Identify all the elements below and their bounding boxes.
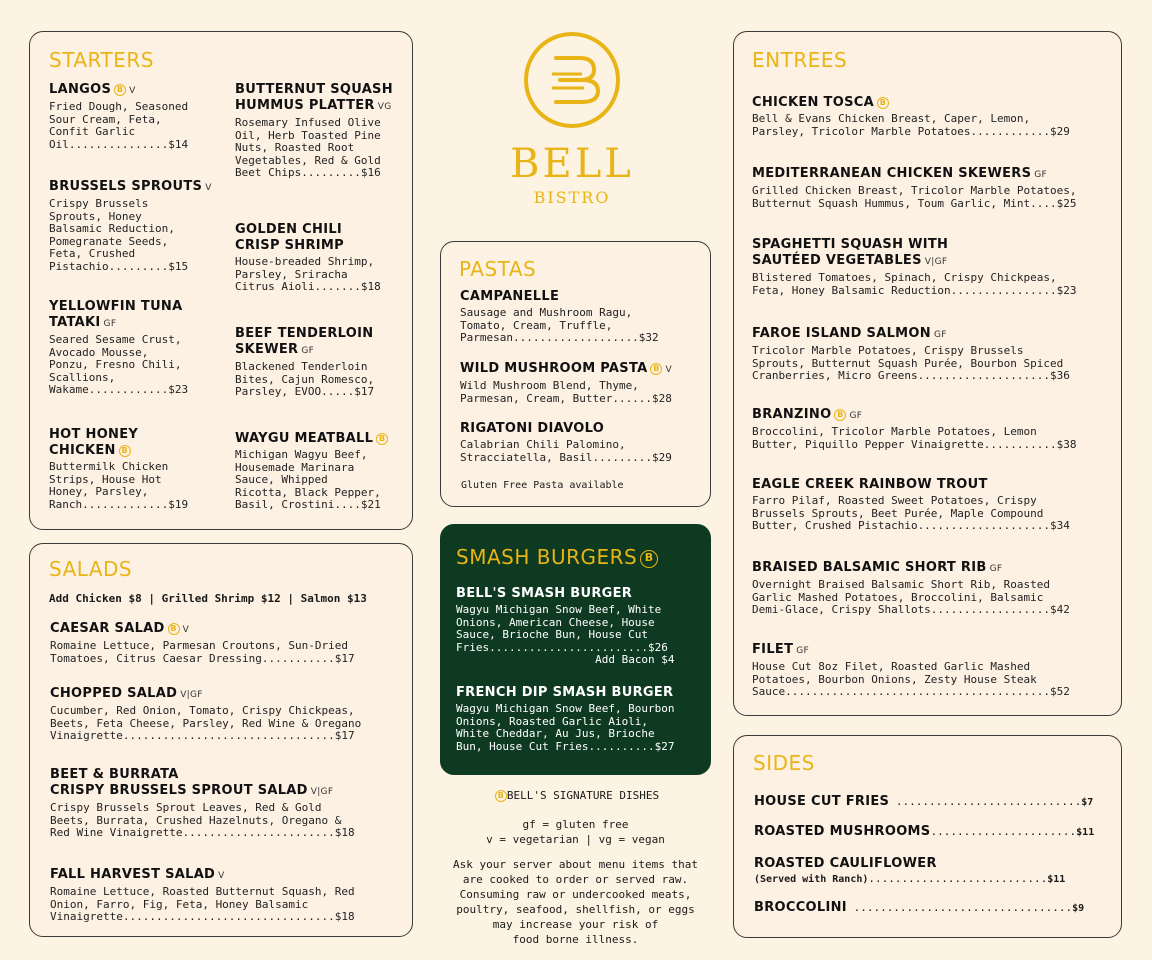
brand-name: BELL (510, 141, 634, 187)
salads-panel (29, 543, 413, 937)
side-item (754, 856, 1107, 885)
menu-item-description: Wild Mushroom Blend, Thyme, Parmesan, Cream, Butter......$28 (460, 379, 672, 405)
diet-tag: GF (849, 411, 863, 421)
signature-icon: B (119, 445, 131, 457)
menu-item-description: Overnight Braised Balsamic Short Rib, Roasted Garlic Mashed Potatoes, Broccolini, Balsamic Demi-Glace, Crispy Shallots..................$42 (752, 578, 1070, 616)
menu-item-name-line: BUTTERNUT SQUASH (235, 82, 393, 97)
legend-warning: Ask your server about menu items that are cooked to order or served raw. Consuming raw or undercooked meats, poultry, seafood, shellfish, or eggs may increase your risk of food borne illness. (452, 858, 699, 946)
menu-item-name (50, 686, 400, 703)
menu-item-name (50, 867, 400, 884)
signature-icon: B (877, 97, 889, 109)
salads-addons: Add Chicken $8 | Grilled Shrimp $12 | Salmon $13 (49, 592, 367, 605)
menu-item-salad-3 (50, 867, 400, 924)
menu-item-name-line: SAUTÉED VEGETABLES (752, 253, 922, 268)
menu-item-description: Sausage and Mushroom Ragu, Tomato, Cream, Truffle, Parmesan...................$32 (460, 306, 659, 344)
menu-item-description: Fried Dough, Seasoned Sour Cream, Feta, Confit Garlic Oil...............$14 (49, 100, 189, 151)
menu-item-name (752, 326, 1112, 343)
menu-item-burger-1 (456, 685, 701, 753)
side-item (754, 900, 1107, 916)
signature-icon: B (376, 433, 388, 445)
side-item-price: $11 (1047, 874, 1066, 885)
side-item-price: $11 (1076, 827, 1095, 838)
menu-item-name-line: GOLDEN CHILI (235, 222, 343, 237)
pastas-note: Gluten Free Pasta available (461, 480, 624, 491)
menu-item-entree-4 (752, 407, 1112, 451)
menu-item-description: Rosemary Infused Olive Oil, Herb Toasted Pine Nuts, Roasted Root Vegetables, Red & Gold Beet Chips.........$16 (235, 116, 381, 179)
signature-icon: B (834, 409, 846, 421)
menu-item-starter-2 (49, 179, 225, 273)
menu-item-name-line: RIGATONI DIAVOLO (460, 421, 605, 436)
menu-item-entree-0 (752, 95, 1112, 138)
menu-item-name-line: CHICKEN (49, 443, 116, 458)
menu-item-name-line: MEDITERRANEAN CHICKEN SKEWERS (752, 166, 1032, 181)
menu-item-name (49, 427, 225, 459)
signature-icon: B (650, 363, 662, 375)
side-item-name: BROCCOLINI (754, 900, 847, 915)
menu-item-description: Seared Sesame Crust, Avocado Mousse, Ponzu, Fresno Chili, Scallions, Wakame............$23 (49, 333, 189, 396)
menu-item-name-line: CHOPPED SALAD (50, 686, 178, 701)
menu-item-name-line: EAGLE CREEK RAINBOW TROUT (752, 477, 988, 492)
menu-item-name-line: CRISP SHRIMP (235, 238, 344, 253)
menu-item-starter-6 (49, 427, 225, 511)
brand-sub: BISTRO (533, 188, 611, 207)
menu-item-name-line: CAESAR SALAD (50, 621, 165, 636)
pastas-title: PASTAS (459, 257, 537, 281)
diet-tag: GF (933, 330, 947, 340)
diet-tag: V (182, 625, 190, 635)
menu-item-name-line: SPAGHETTI SQUASH WITH (752, 237, 949, 252)
menu-item-description: House-breaded Shrimp, Parsley, Sriracha Citrus Aioli.......$18 (235, 255, 381, 293)
legend-v-vg: v = vegetarian | vg = vegan (486, 833, 665, 846)
signature-icon: B (168, 623, 180, 635)
menu-item-name (49, 299, 225, 332)
menu-item-description: Farro Pilaf, Roasted Sweet Potatoes, Crispy Brussels Sprouts, Beet Purée, Maple Compound Butter, Crushed Pistachio....................$34 (752, 494, 1070, 532)
menu-item-description: Crispy Brussels Sprouts, Honey Balsamic Reduction, Pomegranate Seeds, Feta, Crushed Pistachio.........$15 (49, 197, 189, 273)
side-item-leader: ...................... (930, 825, 1077, 838)
legend (440, 788, 711, 947)
menu-item-entree-3 (752, 326, 1112, 383)
entrees-title: ENTREES (752, 48, 848, 72)
menu-item-starter-1 (235, 82, 411, 180)
side-item-name: ROASTED MUSHROOMS (754, 824, 931, 839)
menu-item-name (49, 82, 225, 99)
menu-item-name (456, 685, 701, 701)
menu-item-starter-0 (49, 82, 225, 151)
diet-tag: V|GF (924, 257, 948, 267)
pastas-panel (440, 241, 711, 507)
menu-item-description: Wagyu Michigan Snow Beef, Bourbon Onions, Roasted Garlic Aioli, White Cheddar, Au Jus, Brioche Bun, House Cut Fries..........$27 (456, 702, 675, 753)
legend-signature: B BELL'S SIGNATURE DISHES (440, 788, 711, 803)
menu-item-description: Tricolor Marble Potatoes, Crispy Brussels Sprouts, Butternut Squash Purée, Bourbon Spiced Cranberries, Micro Greens....................$36 (752, 344, 1070, 382)
menu-item-salad-1 (50, 686, 400, 743)
menu-item-description: Broccolini, Tricolor Marble Potatoes, Lemon Butter, Piquillo Pepper Vinaigrette...........$38 (752, 425, 1077, 451)
menu-item-name-line: HOT HONEY (49, 427, 139, 442)
bell-emblem-icon (522, 30, 622, 130)
side-item (754, 824, 1107, 840)
side-item-name: HOUSE CUT FRIES (754, 794, 890, 809)
brand-logo (490, 30, 654, 220)
menu-item-description: House Cut 8oz Filet, Roasted Garlic Mashed Potatoes, Bourbon Onions, Zesty House Steak Sauce........................................$52 (752, 660, 1070, 698)
menu-item-name (235, 222, 411, 254)
menu-item-name-line: WILD MUSHROOM PASTA (460, 361, 648, 376)
menu-item-name (752, 237, 1112, 270)
menu-item-name (50, 621, 400, 638)
sides-title: SIDES (753, 751, 815, 775)
menu-item-name-line: WAYGU MEATBALL (235, 431, 374, 446)
menu-item-description: Blackened Tenderloin Bites, Cajun Romesco, Parsley, EVOO.....$17 (235, 360, 375, 398)
menu-item-entree-5 (752, 477, 1112, 533)
menu-item-name (235, 431, 411, 447)
diet-tag: GF (796, 646, 810, 656)
menu-item-name-line: CRISPY BRUSSELS SPROUT SALAD (50, 783, 308, 798)
burgers-title-text: SMASH BURGERS (456, 545, 638, 569)
menu-item-name (752, 407, 1112, 424)
diet-tag: GF (989, 564, 1003, 574)
diet-tag: GF (1034, 170, 1048, 180)
side-item-note: (Served with Ranch) (754, 874, 869, 885)
signature-icon: B (495, 790, 507, 802)
menu-item-name-line: BEET & BURRATA (50, 767, 179, 782)
menu-item-entree-7 (752, 642, 1112, 699)
menu-item-name (49, 179, 225, 196)
menu-item-name-line: CHICKEN TOSCA (752, 95, 874, 110)
side-item-leader: ........................... (868, 872, 1048, 885)
menu-item-name-line: BELL'S SMASH BURGER (456, 586, 633, 601)
menu-item-name-line: BRUSSELS SPROUTS (49, 179, 203, 194)
diet-tag: V (218, 871, 225, 881)
diet-tag: VG (377, 102, 392, 112)
menu-item-burger-0 (456, 586, 701, 667)
menu-item-name-line: YELLOWFIN TUNA (49, 299, 183, 314)
signature-icon: B (114, 84, 126, 96)
salads-title: SALADS (49, 557, 133, 581)
menu-item-pasta-1 (460, 361, 700, 405)
menu-item-starter-7 (235, 431, 411, 512)
menu-item-pasta-0 (460, 289, 700, 345)
side-item-leader: ............................ (889, 795, 1082, 808)
menu-item-name (50, 767, 400, 800)
menu-item-name-line: FRENCH DIP SMASH BURGER (456, 685, 674, 700)
menu-item-name-line: FALL HARVEST SALAD (50, 867, 216, 882)
menu-item-description: Buttermilk Chicken Strips, House Hot Honey, Parsley, Ranch.............$19 (49, 460, 189, 511)
diet-tag: V (129, 86, 136, 96)
diet-tag: GF (301, 346, 315, 356)
menu-item-description: Romaine Lettuce, Roasted Butternut Squash, Red Onion, Farro, Fig, Feta, Honey Balsamic Vinaigrette................................$18 (50, 885, 355, 923)
menu-item-name (235, 326, 411, 359)
side-item-leader: ................................. (846, 901, 1073, 914)
menu-item-description: Blistered Tomatoes, Spinach, Crispy Chickpeas, Feta, Honey Balsamic Reduction................$23 (752, 271, 1077, 297)
diet-tag: V|GF (310, 787, 334, 797)
menu-item-name (752, 166, 1112, 183)
menu-item-description: Michigan Wagyu Beef, Housemade Marinara Sauce, Whipped Ricotta, Black Pepper, Basil, Crostini....$21 (235, 448, 381, 511)
diet-tag: V|GF (180, 690, 203, 700)
menu-item-starter-3 (235, 222, 411, 294)
menu-item-name-line: TATAKI (49, 315, 101, 330)
menu-item-name-line: BRANZINO (752, 407, 832, 422)
menu-item-name-line: HUMMUS PLATTER (235, 98, 375, 113)
diet-tag: GF (103, 319, 117, 329)
menu-item-name (460, 421, 700, 437)
menu-item-pasta-2 (460, 421, 700, 464)
menu-item-name-line: CAMPANELLE (460, 289, 560, 304)
starters-panel (29, 31, 413, 530)
burgers-title (456, 545, 658, 569)
burgers-panel (440, 524, 711, 775)
side-item-name: ROASTED CAULIFLOWER (754, 856, 937, 871)
menu-item-description: Crispy Brussels Sprout Leaves, Red & Gold Beets, Burrata, Crushed Hazelnuts, Oregano & Red Wine Vinaigrette.......................$18 (50, 801, 355, 839)
menu-item-salad-0 (50, 621, 400, 665)
menu-item-name (752, 95, 1112, 111)
menu-item-name (460, 361, 700, 378)
menu-item-name-line: FAROE ISLAND SALMON (752, 326, 931, 341)
menu-item-entree-1 (752, 166, 1112, 210)
menu-item-starter-4 (49, 299, 225, 397)
menu-item-name-line: BEEF TENDERLOIN (235, 326, 374, 341)
menu-item-starter-5 (235, 326, 411, 399)
side-item-price: $7 (1081, 797, 1094, 808)
menu-item-name-line: LANGOS (49, 82, 112, 97)
diet-tag: V (205, 183, 212, 193)
menu-item-name (460, 289, 700, 305)
diet-tag: V (665, 365, 672, 375)
side-item (754, 794, 1107, 810)
menu-item-description: Calabrian Chili Palomino, Stracciatella, Basil.........$29 (460, 438, 672, 464)
menu-item-name-line: BRAISED BALSAMIC SHORT RIB (752, 560, 987, 575)
legend-gf: gf = gluten free (522, 818, 629, 831)
signature-icon: B (640, 550, 658, 568)
menu-item-description: Grilled Chicken Breast, Tricolor Marble Potatoes, Butternut Squash Hummus, Toum Garlic, Mint....$25 (752, 184, 1077, 210)
menu-item-name (752, 477, 1112, 493)
side-item-price: $9 (1072, 903, 1085, 914)
menu-item-name (752, 560, 1112, 577)
starters-title: STARTERS (49, 48, 154, 72)
menu-item-description: Romaine Lettuce, Parmesan Croutons, Sun-Dried Tomatoes, Citrus Caesar Dressing...........$17 (50, 639, 355, 665)
menu-item-name (752, 642, 1112, 659)
menu-item-description: Cucumber, Red Onion, Tomato, Crispy Chickpeas, Beets, Feta Cheese, Parsley, Red Wine & Oregano Vinaigrette................................$17 (50, 704, 362, 742)
menu-item-name-line: FILET (752, 642, 794, 657)
menu-item-salad-2 (50, 767, 400, 840)
menu-item-description: Bell & Evans Chicken Breast, Caper, Lemon, Parsley, Tricolor Marble Potatoes............$29 (752, 112, 1070, 138)
entrees-panel (733, 31, 1122, 716)
menu-item-name (235, 82, 411, 115)
sides-panel (733, 735, 1122, 938)
menu-item-name-line: SKEWER (235, 342, 299, 357)
menu-item-description: Wagyu Michigan Snow Beef, White Onions, American Cheese, House Sauce, Brioche Bun, House Cut Fries........................$26 Add Bacon $4 (456, 603, 675, 666)
menu-item-entree-2 (752, 237, 1112, 297)
menu-item-entree-6 (752, 560, 1112, 617)
menu-item-name (456, 586, 701, 602)
